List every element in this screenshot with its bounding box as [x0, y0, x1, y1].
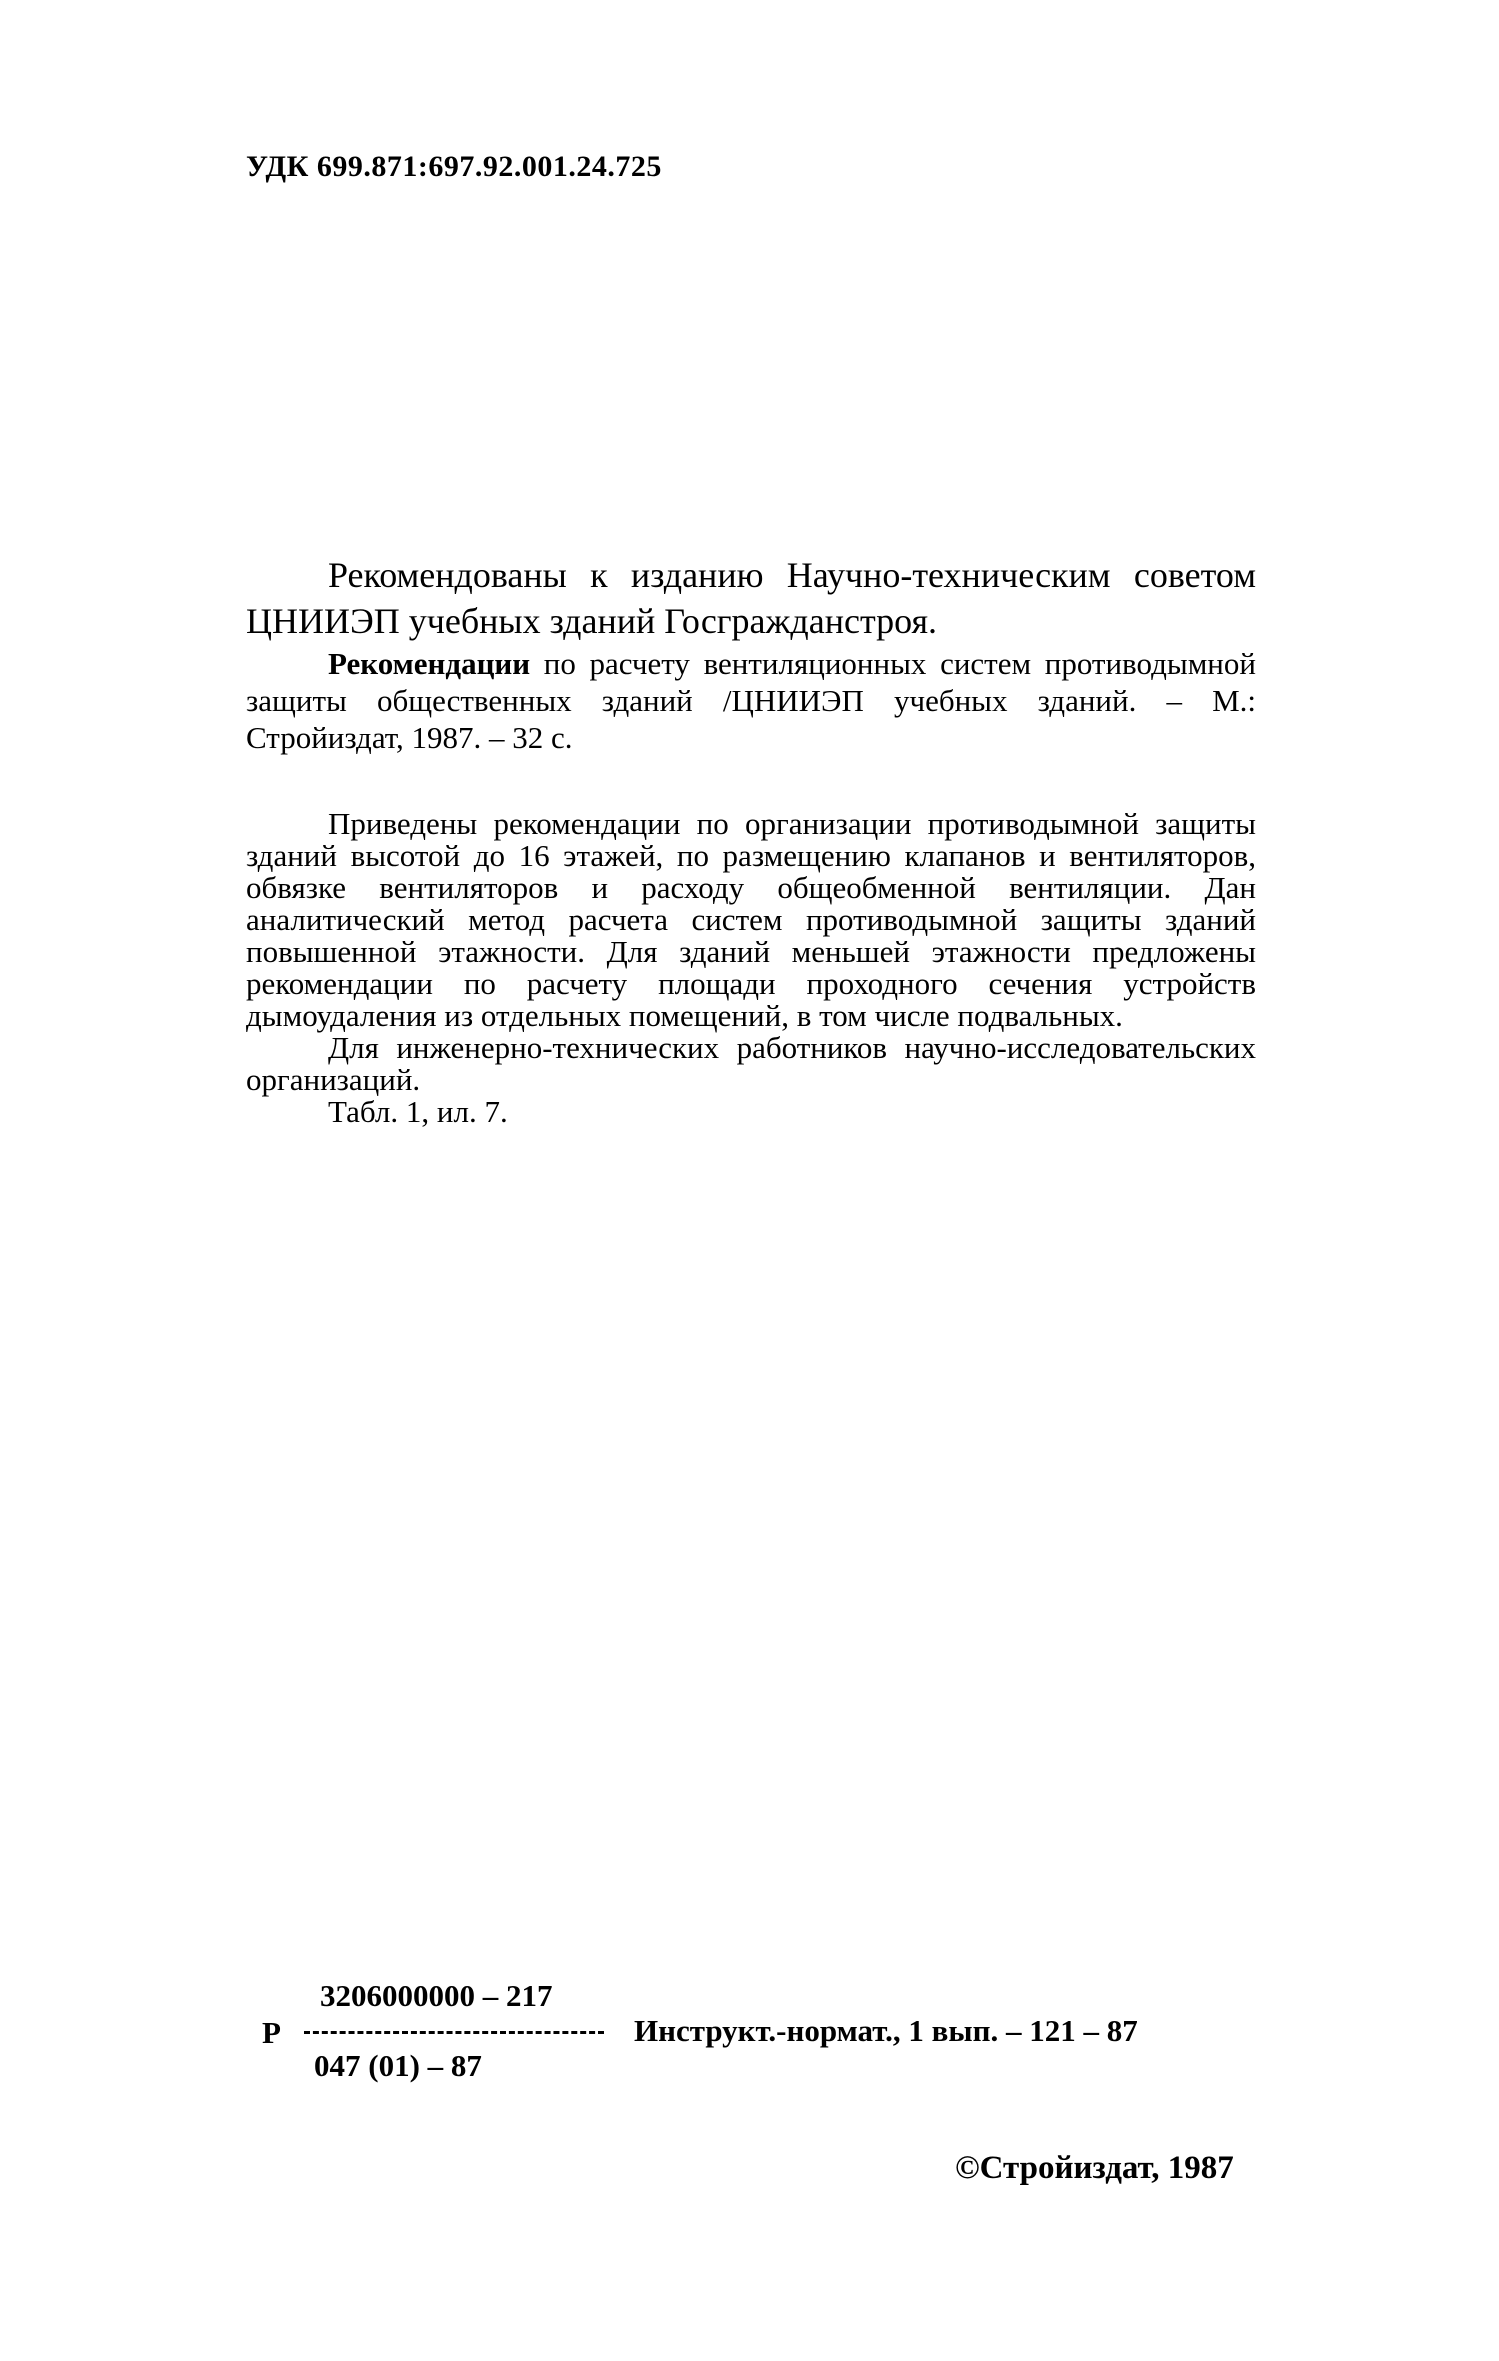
annotation-audience: Для инженерно-технических работников научно-исследовательских организаций.	[246, 1030, 1256, 1097]
code-denominator: 047 (01) – 87	[314, 2048, 482, 2083]
publication-codes	[262, 1978, 1262, 2088]
bibliographic-text	[246, 645, 1256, 756]
fraction-line	[304, 2031, 604, 2034]
bibliographic-details: по расчету вентиляционных систем противодымной защиты общественных зданий /ЦНИИЭП учебных зданий. – М.: Стройиздат, 1987. – 32 с.	[246, 646, 1256, 755]
code-series: Инструкт.-нормат., 1 вып. – 121 – 87	[634, 2013, 1138, 2048]
copyright-notice: ©Стройиздат, 1987	[955, 2150, 1234, 2186]
annotation	[246, 808, 1256, 1128]
recommendation-text: Рекомендованы к изданию Научно-техническим советом ЦНИИЭП учебных зданий Госгражданстроя.	[246, 555, 1256, 641]
code-numerator: 3206000000 – 217	[320, 1978, 553, 2013]
recommendation-note	[246, 552, 1256, 644]
udk-code: УДК 699.871:697.92.001.24.725	[246, 150, 662, 183]
bibliographic-title: Рекомендации	[328, 646, 531, 681]
bibliographic-entry	[246, 645, 1256, 756]
annotation-paragraph: Приведены рекомендации по организации противодымной защиты зданий высотой до 16 этажей, по размещению клапанов и вентиляторов, обвязке вентиляторов и расходу общеобменной вентиляции. Дан аналитический метод расчета систем противодымной защиты зданий повышенной этажности. Для зданий меньшей этажности предложены рекомендации по расчету площади проходного сечения устройств дымоудаления из отдельных помещений, в том числе подвальных.	[246, 806, 1256, 1033]
annotation-illustrations: Табл. 1, ил. 7.	[328, 1094, 508, 1129]
code-letter: Р	[262, 2015, 281, 2050]
